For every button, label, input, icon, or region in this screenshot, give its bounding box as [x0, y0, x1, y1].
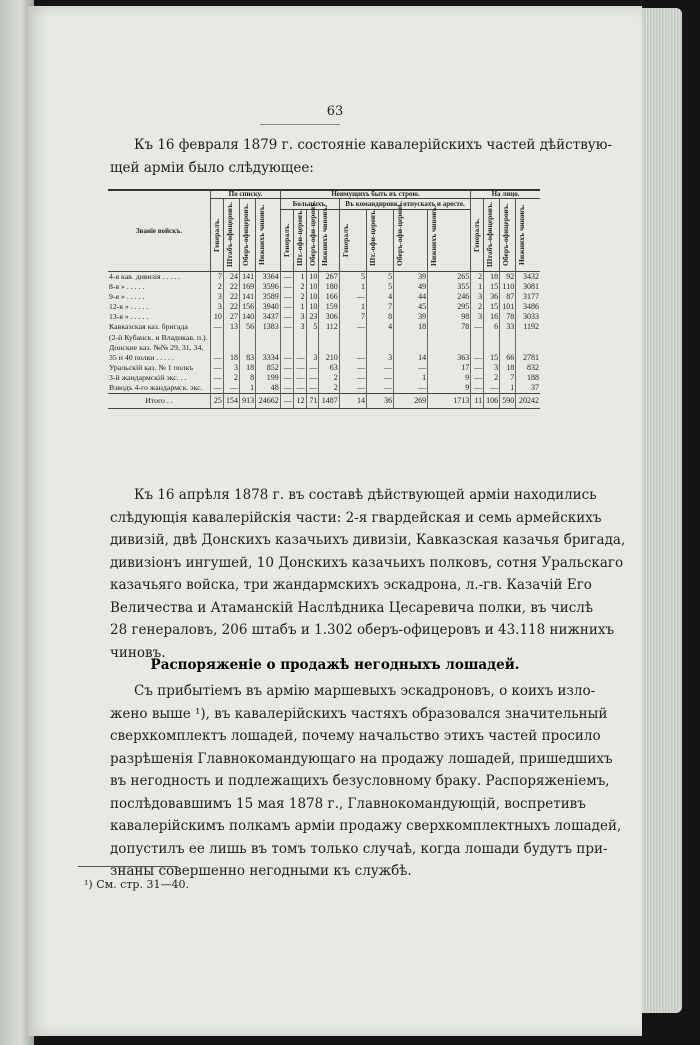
table-cell: 2	[293, 292, 306, 302]
table-row	[108, 383, 540, 394]
table-cell: 2	[293, 282, 306, 292]
table-cell: 3364	[256, 272, 281, 283]
table-cell	[428, 343, 471, 353]
table-cell: 1	[339, 302, 366, 312]
group-header-present: На лицо.	[471, 190, 540, 199]
total-cell: 11	[471, 394, 484, 409]
table-cell: 36	[484, 292, 500, 302]
table-cell: —	[293, 373, 306, 383]
table-cell	[516, 333, 540, 343]
table-cell: 63	[319, 363, 339, 373]
table-cell: 22	[223, 282, 239, 292]
table-row	[108, 272, 540, 283]
table-cell: —	[471, 383, 484, 394]
table-cell	[293, 343, 306, 353]
intro-paragraph	[110, 134, 613, 179]
table-cell: 15	[484, 302, 500, 312]
col-ober-officers: Оберъ-офицеровъ.	[240, 203, 250, 267]
table-cell: 3334	[256, 353, 281, 363]
table-cell: 2	[319, 373, 339, 383]
table-cell: 3	[293, 322, 306, 332]
table-cell: 3	[293, 312, 306, 322]
table-cell: 16	[484, 312, 500, 322]
table-cell: 48	[256, 383, 281, 394]
table-cell: 1	[339, 282, 366, 292]
table-cell: 18	[239, 363, 255, 373]
col-generals: Генералъ.	[472, 218, 482, 252]
table-cell: 22	[223, 302, 239, 312]
table-cell: 1	[500, 383, 516, 394]
table-cell: —	[366, 383, 393, 394]
table-cell: 6	[484, 322, 500, 332]
total-cell: 1487	[319, 394, 339, 409]
table-row	[108, 302, 540, 312]
table-cell: 22	[223, 292, 239, 302]
total-label: Итого . .	[108, 394, 211, 409]
table-cell: 3	[484, 363, 500, 373]
table-cell: —	[293, 363, 306, 373]
table-cell: 2781	[516, 353, 540, 363]
table-cell: 5	[339, 272, 366, 283]
table-cell: —	[280, 373, 293, 383]
table-cell	[280, 343, 293, 353]
table-cell: 110	[500, 282, 516, 292]
table-cell: 852	[256, 363, 281, 373]
table-cell: —	[394, 363, 428, 373]
col-lower-ranks: Нижнихъ чиновъ.	[429, 205, 439, 267]
table-cell: 18	[500, 363, 516, 373]
table-cell: 295	[428, 302, 471, 312]
table-cell: —	[280, 322, 293, 332]
intro-line: щей арміи было слѣдующее:	[110, 159, 314, 176]
table-cell: 13	[223, 322, 239, 332]
table-cell	[223, 333, 239, 343]
row-label: 13-я » . . . . .	[109, 312, 149, 322]
table-cell	[516, 343, 540, 353]
total-cell: 154	[223, 394, 239, 409]
table-row	[108, 343, 540, 353]
table-cell	[239, 343, 255, 353]
table-cell: —	[306, 373, 319, 383]
table-cell: 17	[428, 363, 471, 373]
col-staff-officers: Штабъ-офицеровъ.	[485, 202, 495, 268]
text-line: жено выше ¹), въ кавалерійскихъ частяхъ образовался значительный	[110, 705, 608, 722]
table-cell: 2	[211, 282, 224, 292]
page-number-rule	[260, 124, 340, 125]
table-cell: —	[211, 373, 224, 383]
table-cell	[256, 333, 281, 343]
total-cell: —	[280, 394, 293, 409]
table-cell: 101	[500, 302, 516, 312]
total-cell: 590	[500, 394, 516, 409]
table-cell: 210	[319, 353, 339, 363]
total-cell: 913	[239, 394, 255, 409]
table-cell: 39	[394, 272, 428, 283]
col-ober-officers: Оберъ-офи-церовъ.	[307, 201, 317, 267]
col-staff-officers: Шт.-офи-церовъ.	[367, 209, 377, 267]
table-cell: 78	[500, 312, 516, 322]
table-cell: 2	[471, 272, 484, 283]
book-page	[28, 6, 642, 1036]
table-row	[108, 333, 540, 343]
table-cell: —	[339, 322, 366, 332]
table-cell: 33	[500, 322, 516, 332]
row-label: Взводъ 4-го жандармск. экс.	[109, 383, 203, 393]
text-line: дивизіонъ ингушей, 10 Донскихъ казачьихъ полковъ, сотня Уральскаго	[110, 554, 624, 571]
page-number: 63	[326, 104, 344, 119]
table-cell: 56	[239, 322, 255, 332]
table-cell	[306, 343, 319, 353]
footnote: ¹) См. стр. 31—40.	[84, 878, 189, 891]
table-cell: 1	[394, 373, 428, 383]
table-cell: 2	[471, 302, 484, 312]
table-cell: 3	[223, 363, 239, 373]
table-cell: 141	[239, 292, 255, 302]
col-generals: Генералъ.	[281, 223, 291, 258]
paragraph-april-1878	[110, 484, 626, 664]
text-line: разрѣшенія Главнокомандующаго на продажу лошадей, пришедшихъ	[110, 750, 613, 767]
table-cell: 10	[211, 312, 224, 322]
row-label: Донские каз. №№ 29, 31, 34,	[109, 342, 204, 352]
footnote-rule	[78, 866, 178, 867]
table-cell: 92	[500, 272, 516, 283]
table-cell	[211, 343, 224, 353]
table-cell: 7	[339, 312, 366, 322]
table-cell: 78	[428, 322, 471, 332]
table-cell: 4	[366, 292, 393, 302]
table-cell: 23	[306, 312, 319, 322]
table-cell	[239, 333, 255, 343]
table-cell: 3432	[516, 272, 540, 283]
total-cell: 71	[306, 394, 319, 409]
table-row	[108, 312, 540, 322]
table-cell: 1383	[256, 322, 281, 332]
table-cell	[306, 333, 319, 343]
table-cell: —	[394, 383, 428, 394]
table-cell: 27	[223, 312, 239, 322]
table-cell: 18	[484, 272, 500, 283]
table-cell: 141	[239, 272, 255, 283]
table-cell	[484, 333, 500, 343]
table-row	[108, 353, 540, 363]
text-line: Величества и Атаманскій Наслѣдника Цесаревича полки, въ числѣ	[110, 599, 594, 616]
total-cell: 14	[339, 394, 366, 409]
table-cell	[500, 343, 516, 353]
total-cell: 24662	[256, 394, 281, 409]
col-lower-ranks: Нижнихъ чиновъ.	[517, 204, 527, 266]
table-cell: 3177	[516, 292, 540, 302]
table-cell: 306	[319, 312, 339, 322]
table-cell: 7	[211, 272, 224, 283]
table-cell: 832	[516, 363, 540, 373]
text-line: дивизій, двѣ Донскихъ казачьихъ дивизіи, Кавказская казачья бригада,	[110, 532, 626, 548]
table-cell: —	[280, 353, 293, 363]
text-line: 28 генераловъ, 206 штабъ и 1.302 оберъ-офицеровъ и 43.118 нижнихъ	[110, 622, 615, 638]
total-cell: 25	[211, 394, 224, 409]
table-cell	[394, 343, 428, 353]
col-staff-officers: Штабъ-офицеровъ.	[224, 202, 234, 268]
table-cell: 87	[500, 292, 516, 302]
table-cell	[366, 333, 393, 343]
table-cell	[471, 343, 484, 353]
table-cell	[471, 333, 484, 343]
table-row	[108, 322, 540, 332]
table-cell: 166	[319, 292, 339, 302]
col-lower-ranks: Нижнихъ чиновъ.	[257, 204, 267, 266]
table-cell: 140	[239, 312, 255, 322]
table-cell: —	[471, 353, 484, 363]
table-cell: 14	[394, 353, 428, 363]
text-line: знаны совершенно негодными къ службѣ.	[110, 863, 412, 879]
subgroup-detached: Въ командировк., отпускахъ и аресте.	[339, 199, 470, 210]
table-cell: —	[280, 272, 293, 283]
intro-line: Къ 16 февраля 1879 г. состояніе кавалерійскихъ частей дѣйствую-	[134, 137, 613, 153]
table-row	[108, 363, 540, 373]
table-cell: —	[280, 312, 293, 322]
table-cell: 1	[293, 272, 306, 283]
table-cell: 3486	[516, 302, 540, 312]
total-cell: 269	[394, 394, 428, 409]
row-label: 4-я кав. дивизія . . . . .	[109, 272, 181, 281]
text-line: Съ прибытіемъ въ армію маршевыхъ эскадроновъ, о коихъ изло-	[134, 683, 596, 699]
row-label: 3-й жандармскій экс. . .	[109, 372, 187, 382]
table-cell: 39	[394, 312, 428, 322]
text-line: казачьяго войска, три жандармскихъ эскадрона, л.-гв. Казачій Его	[110, 577, 592, 593]
table-cell: 3	[471, 292, 484, 302]
table-cell: —	[339, 373, 366, 383]
row-label: (2-й Кубанск. и Владикав. п.).	[109, 332, 208, 342]
group-header-absent: Неимущихъ быть въ строю.	[280, 190, 470, 199]
table-cell: —	[280, 292, 293, 302]
table-cell: 24	[223, 272, 239, 283]
table-cell: 1192	[516, 322, 540, 332]
table-cell: 169	[239, 282, 255, 292]
table-cell: 3	[366, 353, 393, 363]
col-lower-ranks: Нижнихъ чиновъ.	[320, 205, 330, 267]
row-label: Уральскій каз. № 1 полкъ	[109, 362, 194, 372]
table-cell: —	[366, 363, 393, 373]
row-label: 9-я » . . . . .	[109, 292, 145, 302]
table-cell: 5	[366, 272, 393, 283]
total-cell: 106	[484, 394, 500, 409]
table-cell: 267	[319, 272, 339, 283]
table-cell: —	[280, 363, 293, 373]
table-cell	[428, 333, 471, 343]
table-cell: 3081	[516, 282, 540, 292]
table-cell	[500, 333, 516, 343]
table-cell: 3940	[256, 302, 281, 312]
table-row	[108, 282, 540, 292]
table-cell: 3	[306, 353, 319, 363]
table-cell: 44	[394, 292, 428, 302]
row-label: Кавказская каз. бригада	[109, 322, 188, 332]
table-cell: 18	[394, 322, 428, 332]
table-cell: —	[306, 363, 319, 373]
table-cell: 49	[394, 282, 428, 292]
row-label: 12-я » . . . . .	[109, 302, 149, 312]
table-cell: 9	[428, 383, 471, 394]
text-line: въ негодность и подлежащихъ безусловному браку. Распоряженіемъ,	[110, 773, 610, 789]
table-cell: 3	[211, 302, 224, 312]
table-cell: 3437	[256, 312, 281, 322]
table-cell: 1	[239, 383, 255, 394]
table-cell: —	[339, 353, 366, 363]
table-cell: 159	[319, 302, 339, 312]
table-cell: 3	[211, 292, 224, 302]
table-cell: —	[471, 373, 484, 383]
col-staff-officers: Шт.-офи-церовъ.	[294, 209, 304, 267]
table-cell: 15	[484, 282, 500, 292]
table-cell: —	[211, 363, 224, 373]
cavalry-strength-table	[108, 190, 540, 409]
table-cell	[256, 343, 281, 353]
row-label: 8-я » . . . . .	[109, 282, 145, 292]
paragraph-horse-sale	[110, 680, 622, 883]
table-cell: —	[211, 383, 224, 394]
total-cell: 1713	[428, 394, 471, 409]
table-cell: 83	[239, 353, 255, 363]
table-cell: 66	[500, 353, 516, 363]
table-cell: 265	[428, 272, 471, 283]
table-cell: —	[211, 353, 224, 363]
table-cell: 2	[319, 383, 339, 394]
section-heading: Распоряженіе о продажѣ негодныхъ лошадей.	[150, 657, 520, 673]
column-header-name: Званіе войскъ.	[108, 190, 211, 272]
table-cell: 188	[516, 373, 540, 383]
group-header-by-list: По списку.	[211, 190, 281, 199]
table-cell: 9	[428, 373, 471, 383]
table-cell: 1	[471, 282, 484, 292]
table-cell	[319, 333, 339, 343]
table-cell: —	[280, 302, 293, 312]
table-cell	[394, 333, 428, 343]
table-cell: —	[306, 383, 319, 394]
table-cell: 37	[516, 383, 540, 394]
table-cell: 45	[394, 302, 428, 312]
table-cell: 3	[471, 312, 484, 322]
table-cell: —	[339, 363, 366, 373]
table-cell: 2	[223, 373, 239, 383]
table-cell: 15	[484, 353, 500, 363]
table-cell: —	[484, 383, 500, 394]
total-cell: 20242	[516, 394, 540, 409]
table-cell: 8	[366, 312, 393, 322]
table-cell: 7	[366, 302, 393, 312]
table-cell: 2	[484, 373, 500, 383]
text-line: слѣдующія кавалерійскія части: 2-я гвардейская и семь армейскихъ	[110, 509, 602, 526]
table-cell: —	[471, 363, 484, 373]
row-label: 35 и 40 полки . . . . .	[109, 352, 174, 362]
table-cell: 3033	[516, 312, 540, 322]
book-page-edges	[636, 8, 682, 1013]
table-cell: 98	[428, 312, 471, 322]
table-cell: 246	[428, 292, 471, 302]
total-cell: 12	[293, 394, 306, 409]
text-line: допустилъ ее лишь въ томъ только случаѣ, когда лошади будутъ при-	[110, 840, 608, 857]
table-cell	[319, 343, 339, 353]
col-ober-officers: Оберъ-офи-церовъ.	[395, 201, 405, 267]
table-cell: 199	[256, 373, 281, 383]
table-cell: 180	[319, 282, 339, 292]
table-cell: 112	[319, 322, 339, 332]
col-generals: Генералъ.	[212, 218, 221, 252]
table-cell: 3596	[256, 282, 281, 292]
table-cell	[293, 333, 306, 343]
table-cell: —	[211, 322, 224, 332]
col-ober-officers: Оберъ-офицеровъ.	[501, 203, 511, 267]
table-cell: —	[280, 282, 293, 292]
table-cell: 5	[366, 282, 393, 292]
table-row	[108, 292, 540, 302]
table-cell: —	[223, 383, 239, 394]
col-generals: Генералъ.	[340, 223, 350, 258]
table-cell: 10	[306, 292, 319, 302]
table-row	[108, 373, 540, 383]
table-cell: 363	[428, 353, 471, 363]
table-cell	[223, 343, 239, 353]
table-cell: 3589	[256, 292, 281, 302]
table-cell: —	[280, 383, 293, 394]
table-cell: 355	[428, 282, 471, 292]
total-cell: 36	[366, 394, 393, 409]
text-line: послѣдовавшимъ 15 мая 1878 г., Главнокомандующій, воспретивъ	[110, 795, 586, 812]
table-cell: —	[293, 353, 306, 363]
text-line: чиновъ.	[110, 644, 166, 661]
table-cell: 4	[366, 322, 393, 332]
subgroup-sick: Больныхъ.	[280, 199, 339, 210]
table-cell: —	[366, 373, 393, 383]
table-total-row	[108, 394, 540, 409]
table-cell: 10	[306, 272, 319, 283]
table-cell	[211, 333, 224, 343]
table-cell: —	[339, 292, 366, 302]
table-cell	[366, 343, 393, 353]
table-cell: 10	[306, 302, 319, 312]
table-cell: 7	[500, 373, 516, 383]
text-line: сверхкомплектъ лошадей, почему начальство этихъ частей просило	[110, 728, 601, 744]
table-cell	[484, 343, 500, 353]
table-cell: 18	[223, 353, 239, 363]
table-cell: 5	[306, 322, 319, 332]
table-cell: 10	[306, 282, 319, 292]
table-cell	[339, 343, 366, 353]
table-cell	[280, 333, 293, 343]
table-cell: —	[471, 322, 484, 332]
table-cell: 8	[239, 373, 255, 383]
text-line: кавалерійскимъ полкамъ арміи продажу сверхкомплектныхъ лошадей,	[110, 818, 622, 834]
table-cell: —	[293, 383, 306, 394]
table-cell: 1	[293, 302, 306, 312]
text-line: Къ 16 апрѣля 1878 г. въ составѣ дѣйствующей арміи находились	[134, 487, 597, 503]
table-cell: —	[339, 383, 366, 394]
table-cell	[339, 333, 366, 343]
table-cell: 156	[239, 302, 255, 312]
